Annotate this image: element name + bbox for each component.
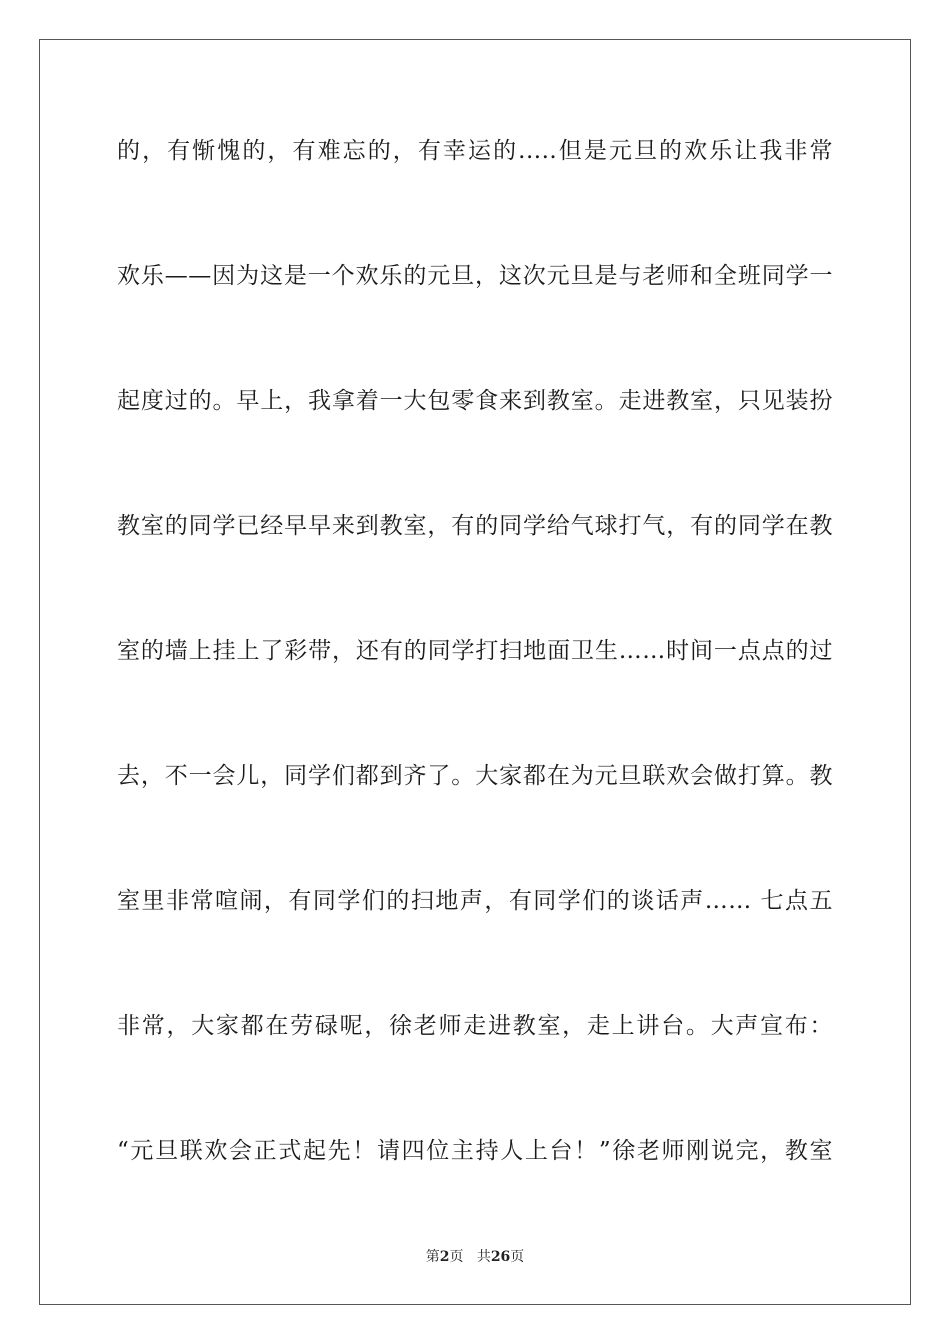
body-line-3: 起度过的。早上，我拿着一大包零食来到教室。走进教室，只见装扮 <box>117 388 833 414</box>
page-label-suffix: 页 <box>449 1249 464 1265</box>
page-footer <box>0 1246 950 1266</box>
body-line-1: 的，有惭愧的，有难忘的，有幸运的.....但是元旦的欢乐让我非常 <box>117 138 833 164</box>
body-line-6: 去，不一会儿，同学们都到齐了。大家都在为元旦联欢会做打算。教 <box>117 763 833 789</box>
body-line-4: 教室的同学已经早早来到教室，有的同学给气球打气，有的同学在教 <box>117 513 833 539</box>
body-line-8: 非常，大家都在劳碌呢，徐老师走进教室，走上讲台。大声宣布： <box>117 1013 833 1039</box>
page-label-prefix: 第 <box>425 1249 440 1265</box>
body-line-9: “元旦联欢会正式起先！请四位主持人上台！”徐老师刚说完，教室 <box>117 1138 833 1164</box>
body-line-2: 欢乐——因为这是一个欢乐的元旦，这次元旦是与老师和全班同学一 <box>117 263 833 289</box>
body-line-7: 室里非常喧闹，有同学们的扫地声，有同学们的谈话声…… 七点五 <box>117 888 833 914</box>
body-line-5: 室的墙上挂上了彩带，还有的同学打扫地面卫生……时间一点点的过 <box>117 638 833 664</box>
total-label-prefix: 共 <box>476 1249 491 1265</box>
page-number: 2 <box>439 1249 450 1265</box>
total-label-suffix: 页 <box>510 1249 525 1265</box>
page-border <box>39 39 911 1305</box>
total-pages: 26 <box>490 1249 511 1265</box>
